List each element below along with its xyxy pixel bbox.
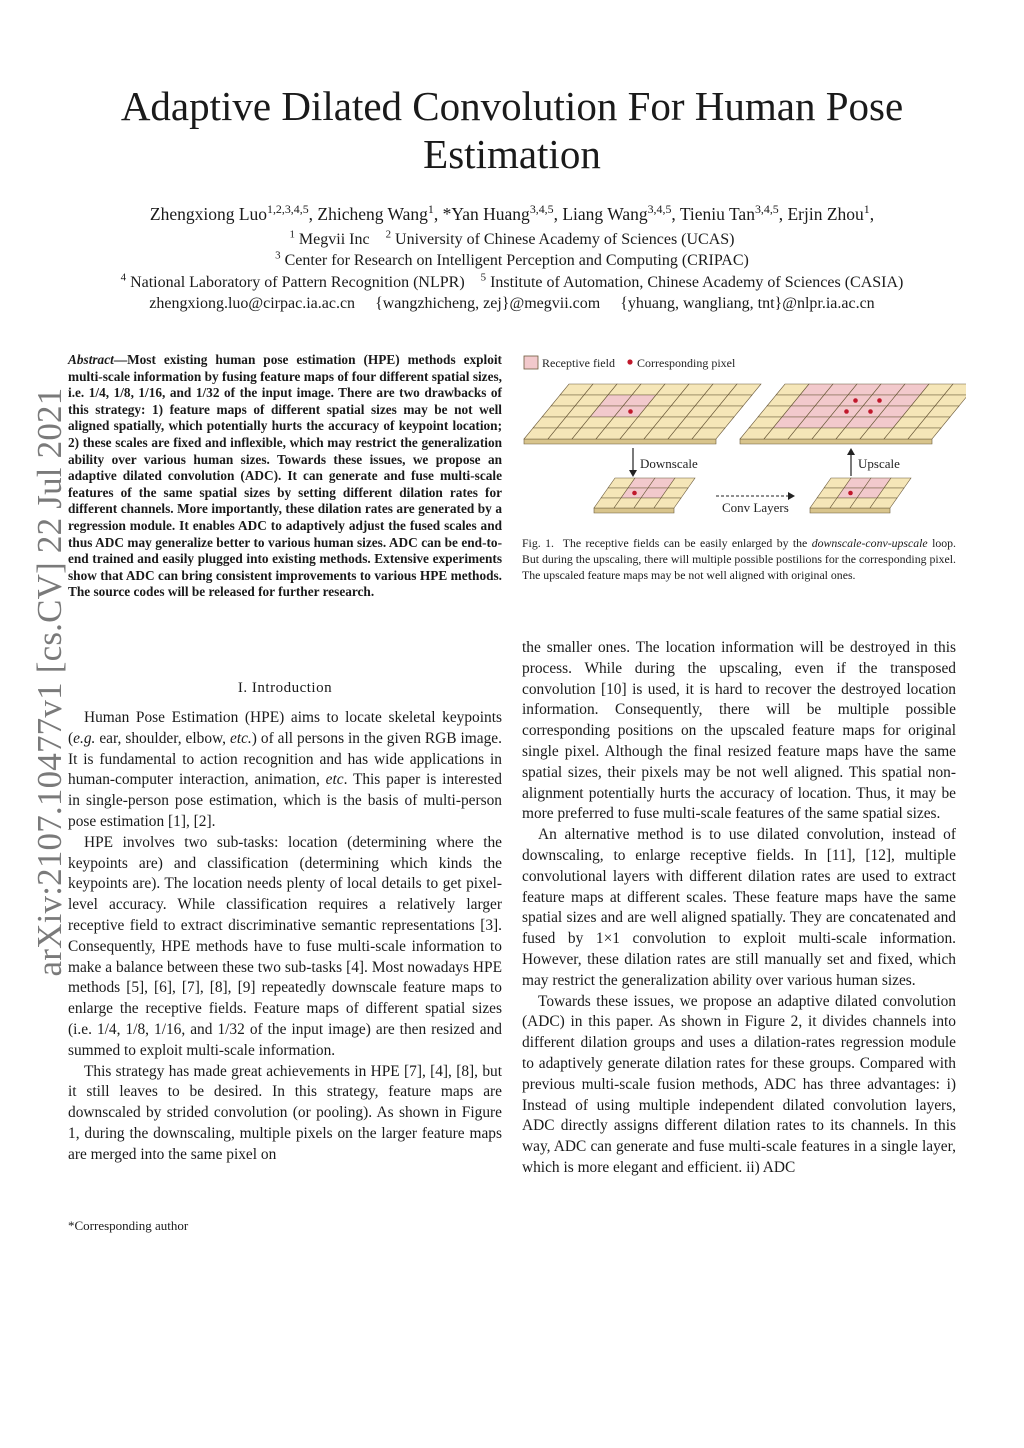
right-column-body	[522, 638, 956, 1179]
paragraph: the smaller ones. The location information will be destroyed in this process. While during the upscaling, even if the transposed convolution [10] is used, it is hard to recover the destroyed location information. Consequently, there will be multiple possible corresponding positions on the upscaled feature maps for original single pixel. Although the final resized feature maps have the same spatial sizes, their pixels may be not well aligned. This spatial non-alignment potentially hurts the accuracy of location. Thus, it may be more preferred to fuse multi-scale features of the same spatial sizes.	[522, 639, 956, 823]
section-heading: I. Introduction	[237, 680, 333, 696]
corresponding-pixel-dot	[628, 409, 633, 414]
abstract-label: Abstract	[68, 352, 114, 367]
conv-layers-label: Conv Layers	[722, 500, 789, 515]
paper-title: Adaptive Dilated Convolution For Human Pose Estimation	[120, 83, 904, 177]
small-feature-map-right	[810, 478, 911, 513]
left-column-body	[68, 708, 502, 1166]
abstract	[68, 352, 502, 601]
author-list: Zhengxiong Luo$^{1,2,3,4,5}$, Zhicheng Wang$^1$, *Yan Huang$^{3,4,5}$, Liang Wang$^{3,4,5}$, Tieniu Tan$^{3,4,5}$, Erjin Zhou$^1$,	[149, 202, 875, 224]
large-feature-map-right	[740, 384, 966, 444]
paragraph: An alternative method is to use dilated convolution, instead of downscaling, to enlarge receptive fields. In [11], [12], multiple convolutional layers with different dilation rates are used to extract feature maps at different scales. These feature maps have the same spatial sizes and are well aligned spatially. They are concatenated and fused by 1×1 convolution to exploit multi-scale information. However, these dilation rates are still manually set and fixed, which may restrict the generalization ability over various human sizes.	[522, 826, 956, 989]
conv-arrowhead	[788, 492, 795, 500]
affiliation-line-1: $^1$ Megvii Inc $^2$ University of Chinese Academy of Sciences (UCAS)	[289, 228, 735, 248]
figure-1-diagram	[516, 350, 966, 532]
legend-pixel-dot	[627, 359, 632, 364]
author: Liang Wang	[562, 204, 648, 224]
paragraph: Human Pose Estimation (HPE) aims to locate skeletal keypoints (e.g. ear, shoulder, elbow, etc.) of all persons in the given RGB image. It is fundamental to action recognition and has wide applications in human-computer interaction, animation, etc. This paper is interested in single-person pose estimation, which is the basis of multi-person pose estimation [1], [2].	[68, 709, 502, 830]
affiliation-line-3: $^4$ National Laboratory of Pattern Recognition (NLPR) $^5$ Institute of Automation, Chinese Academy of Sciences (CASIA)	[120, 271, 904, 291]
author: *Yan Huang	[442, 204, 530, 224]
corresponding-pixel-dot	[868, 409, 873, 414]
downscale-arrowhead	[629, 470, 637, 477]
downscale-label: Downscale	[640, 456, 698, 471]
legend-receptive-label: Receptive field	[542, 356, 615, 370]
author: Zhicheng Wang	[317, 204, 428, 224]
footnote: *Corresponding author	[68, 1218, 189, 1233]
paragraph: Towards these issues, we propose an adaptive dilated convolution (ADC) in this paper. As shown in Figure 2, it divides channels into different dilation groups and uses a dilation-rates regression module to adaptively generate dilation rates for these groups. Compared with previous multi-scale fusion methods, ADC has three advantages: i) Instead of using multiple independent dilated convolution layers, ADC directly assigns different dilation rates to its channels. In this way, ADC can generate and fuse multi-scale features in a single layer, which is more elegant and efficient. ii) ADC	[522, 992, 956, 1176]
legend-pixel-label: Corresponding pixel	[637, 356, 736, 370]
large-feature-map-left	[524, 384, 761, 444]
legend-swatch-receptive	[524, 356, 538, 369]
upscale-arrowhead	[847, 448, 855, 455]
corresponding-pixel-dot	[877, 398, 882, 403]
paragraph: This strategy has made great achievements in HPE [7], [4], [8], but it still leaves to be desired. In this strategy, feature maps are downscaled by strided convolution (or pooling). As shown in Figure 1, during the downscaling, multiple pixels on the larger feature maps are merged into the same pixel on	[68, 1062, 502, 1163]
figure-1	[516, 350, 966, 532]
author: Tieniu Tan	[679, 204, 755, 224]
paragraph: HPE involves two sub-tasks: location (determining where the keypoints are) and classification (determining which kinds the keypoints are). The location needs plenty of local details to get pixel-level accuracy. While classification requires a relatively larger receptive field to extract discriminative semantic representations [3]. Consequently, HPE methods have to fuse multi-scale information to make a balance between these two sub-tasks [4]. Most nowadays HPE methods [5], [6], [7], [8], [9] repeatedly downscale feature maps to enlarge the receptive fields. Feature maps of different spatial sizes (i.e. 1/4, 1/8, 1/16, and 1/32 of the input image) are then resized and summed to exploit multi-scale information.	[68, 833, 502, 1059]
author: Zhengxiong Luo	[149, 204, 268, 224]
emails: zhengxiong.luo@cirpac.ia.ac.cn {wangzhicheng, zej}@megvii.com {yhuang, wangliang, tnt}@nlpr.ia.ac.cn	[149, 295, 875, 312]
corresponding-pixel-dot	[632, 491, 637, 496]
corresponding-pixel-dot	[844, 409, 849, 414]
author: Erjin Zhou	[787, 204, 864, 224]
corresponding-pixel-dot	[853, 398, 858, 403]
figure-1-caption: Fig. 1. The receptive fields can be easily enlarged by the downscale-conv-upscale loop. But during the upscaling, there will multiple possible postilions for the corresponding pixel. The upscaled feature maps may be not well aligned with original ones.	[522, 536, 957, 582]
upscale-label: Upscale	[858, 456, 900, 471]
abstract-text: —Most existing human pose estimation (HPE) methods exploit multi-scale information by fusing feature maps of four different spatial sizes, i.e. 1/4, 1/8, 1/16, and 1/32 of the input image. There are two drawbacks of this strategy: 1) feature maps of different spatial sizes may be not well aligned spatially, which potentially hurts the accuracy of keypoint location; 2) these scales are fixed and inflexible, which may restrict the generalization ability over various human sizes. Towards these issues, we propose an adaptive dilated convolution (ADC). It can generate and fuse multi-scale features of the same spatial sizes by setting different dilation rates for different channels. More importantly, these dilation rates are generated by a regression module. It enables ADC to adaptively adjust the fused scales and thus ADC may generalize better to various human sizes. ADC can be end-to-end trained and easily plugged into existing methods. Extensive experiments show that ADC can bring consistent improvements to various HPE methods. The source codes will be released for further research.	[68, 352, 502, 600]
small-feature-map-left	[594, 478, 695, 513]
affiliation-line-2: $^3$ Center for Research on Intelligent Perception and Computing (CRIPAC)	[275, 249, 749, 269]
arxiv-identifier: arXiv:2107.10477v1 [cs.CV] 22 Jul 2021	[30, 387, 69, 977]
corresponding-pixel-dot	[848, 491, 853, 496]
